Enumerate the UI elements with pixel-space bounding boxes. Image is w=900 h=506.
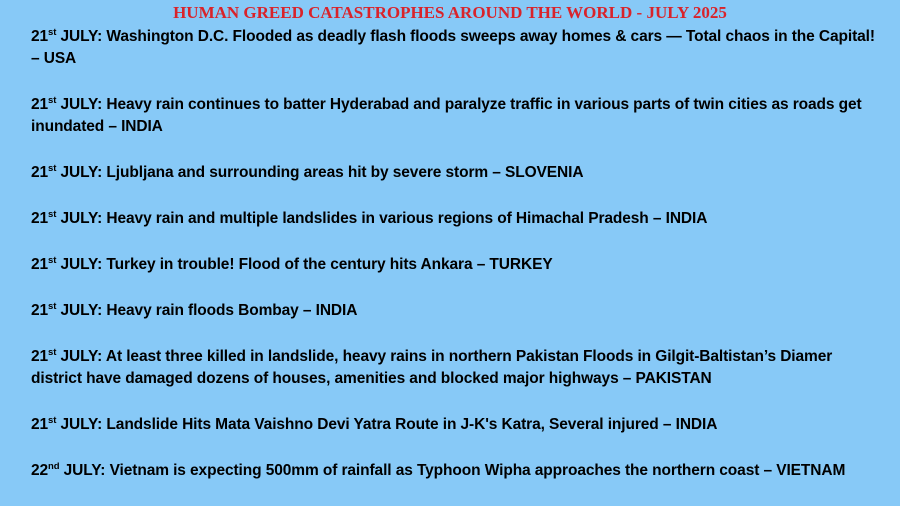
entry-month: JULY: [56, 210, 103, 227]
entry-month: JULY: [59, 462, 106, 479]
list-item [31, 346, 876, 390]
entry-day-suffix: nd [48, 461, 60, 472]
entry-text: Heavy rain and multiple landslides in various regions of Himachal Pradesh – INDIA [102, 210, 708, 227]
entry-day: 22 [31, 462, 49, 479]
entry-text: Turkey in trouble! Flood of the century hits Ankara – TURKEY [102, 256, 553, 273]
entry-day-suffix: st [48, 415, 57, 426]
entry-day-suffix: st [48, 347, 57, 358]
entry-month: JULY: [56, 164, 103, 181]
list-item [31, 300, 876, 322]
entry-month: JULY: [56, 302, 103, 319]
entry-month: JULY: [56, 416, 103, 433]
entry-day-suffix: st [48, 301, 57, 312]
list-item [31, 94, 876, 138]
entry-day: 21 [31, 302, 49, 319]
entry-day-suffix: st [48, 209, 57, 220]
entry-month: JULY: [56, 28, 103, 45]
entry-month: JULY: [56, 348, 103, 365]
entry-text: At least three killed in landslide, heavy rains in northern Pakistan Floods in Gilgit-Baltistan’s Diamer district have damaged dozens of houses, amenities and blocked major highways – PAKISTAN [31, 348, 833, 387]
list-item [31, 414, 876, 436]
entry-month: JULY: [56, 96, 103, 113]
entry-day: 21 [31, 256, 49, 273]
entry-day: 21 [31, 210, 49, 227]
entry-day: 21 [31, 96, 49, 113]
entry-day: 21 [31, 348, 49, 365]
entry-text: Ljubljana and surrounding areas hit by severe storm – SLOVENIA [102, 164, 584, 181]
list-item [31, 460, 876, 482]
page-title: HUMAN GREED CATASTROPHES AROUND THE WORLD - JULY 2025 [173, 3, 727, 22]
list-item [31, 26, 876, 70]
entry-day-suffix: st [48, 255, 57, 266]
entry-text: Vietnam is expecting 500mm of rainfall as Typhoon Wipha approaches the northern coast – VIETNAM [105, 462, 846, 479]
entry-day-suffix: st [48, 95, 57, 106]
list-item [31, 254, 876, 276]
entry-day: 21 [31, 164, 49, 181]
entry-list [31, 26, 876, 506]
entry-text: Heavy rain continues to batter Hyderabad and paralyze traffic in various parts of twin cities as roads get inundated – INDIA [31, 96, 862, 135]
entry-day-suffix: st [48, 163, 57, 174]
entry-month: JULY: [56, 256, 103, 273]
entry-day: 21 [31, 416, 49, 433]
entry-text: Washington D.C. Flooded as deadly flash floods sweeps away homes & cars — Total chaos in the Capital! – USA [31, 28, 875, 67]
list-item [31, 162, 876, 184]
entry-day-suffix: st [48, 27, 57, 38]
entry-day: 21 [31, 28, 49, 45]
entry-text: Landslide Hits Mata Vaishno Devi Yatra Route in J-K's Katra, Several injured – INDIA [102, 416, 718, 433]
entry-text: Heavy rain floods Bombay – INDIA [102, 302, 358, 319]
list-item [31, 208, 876, 230]
